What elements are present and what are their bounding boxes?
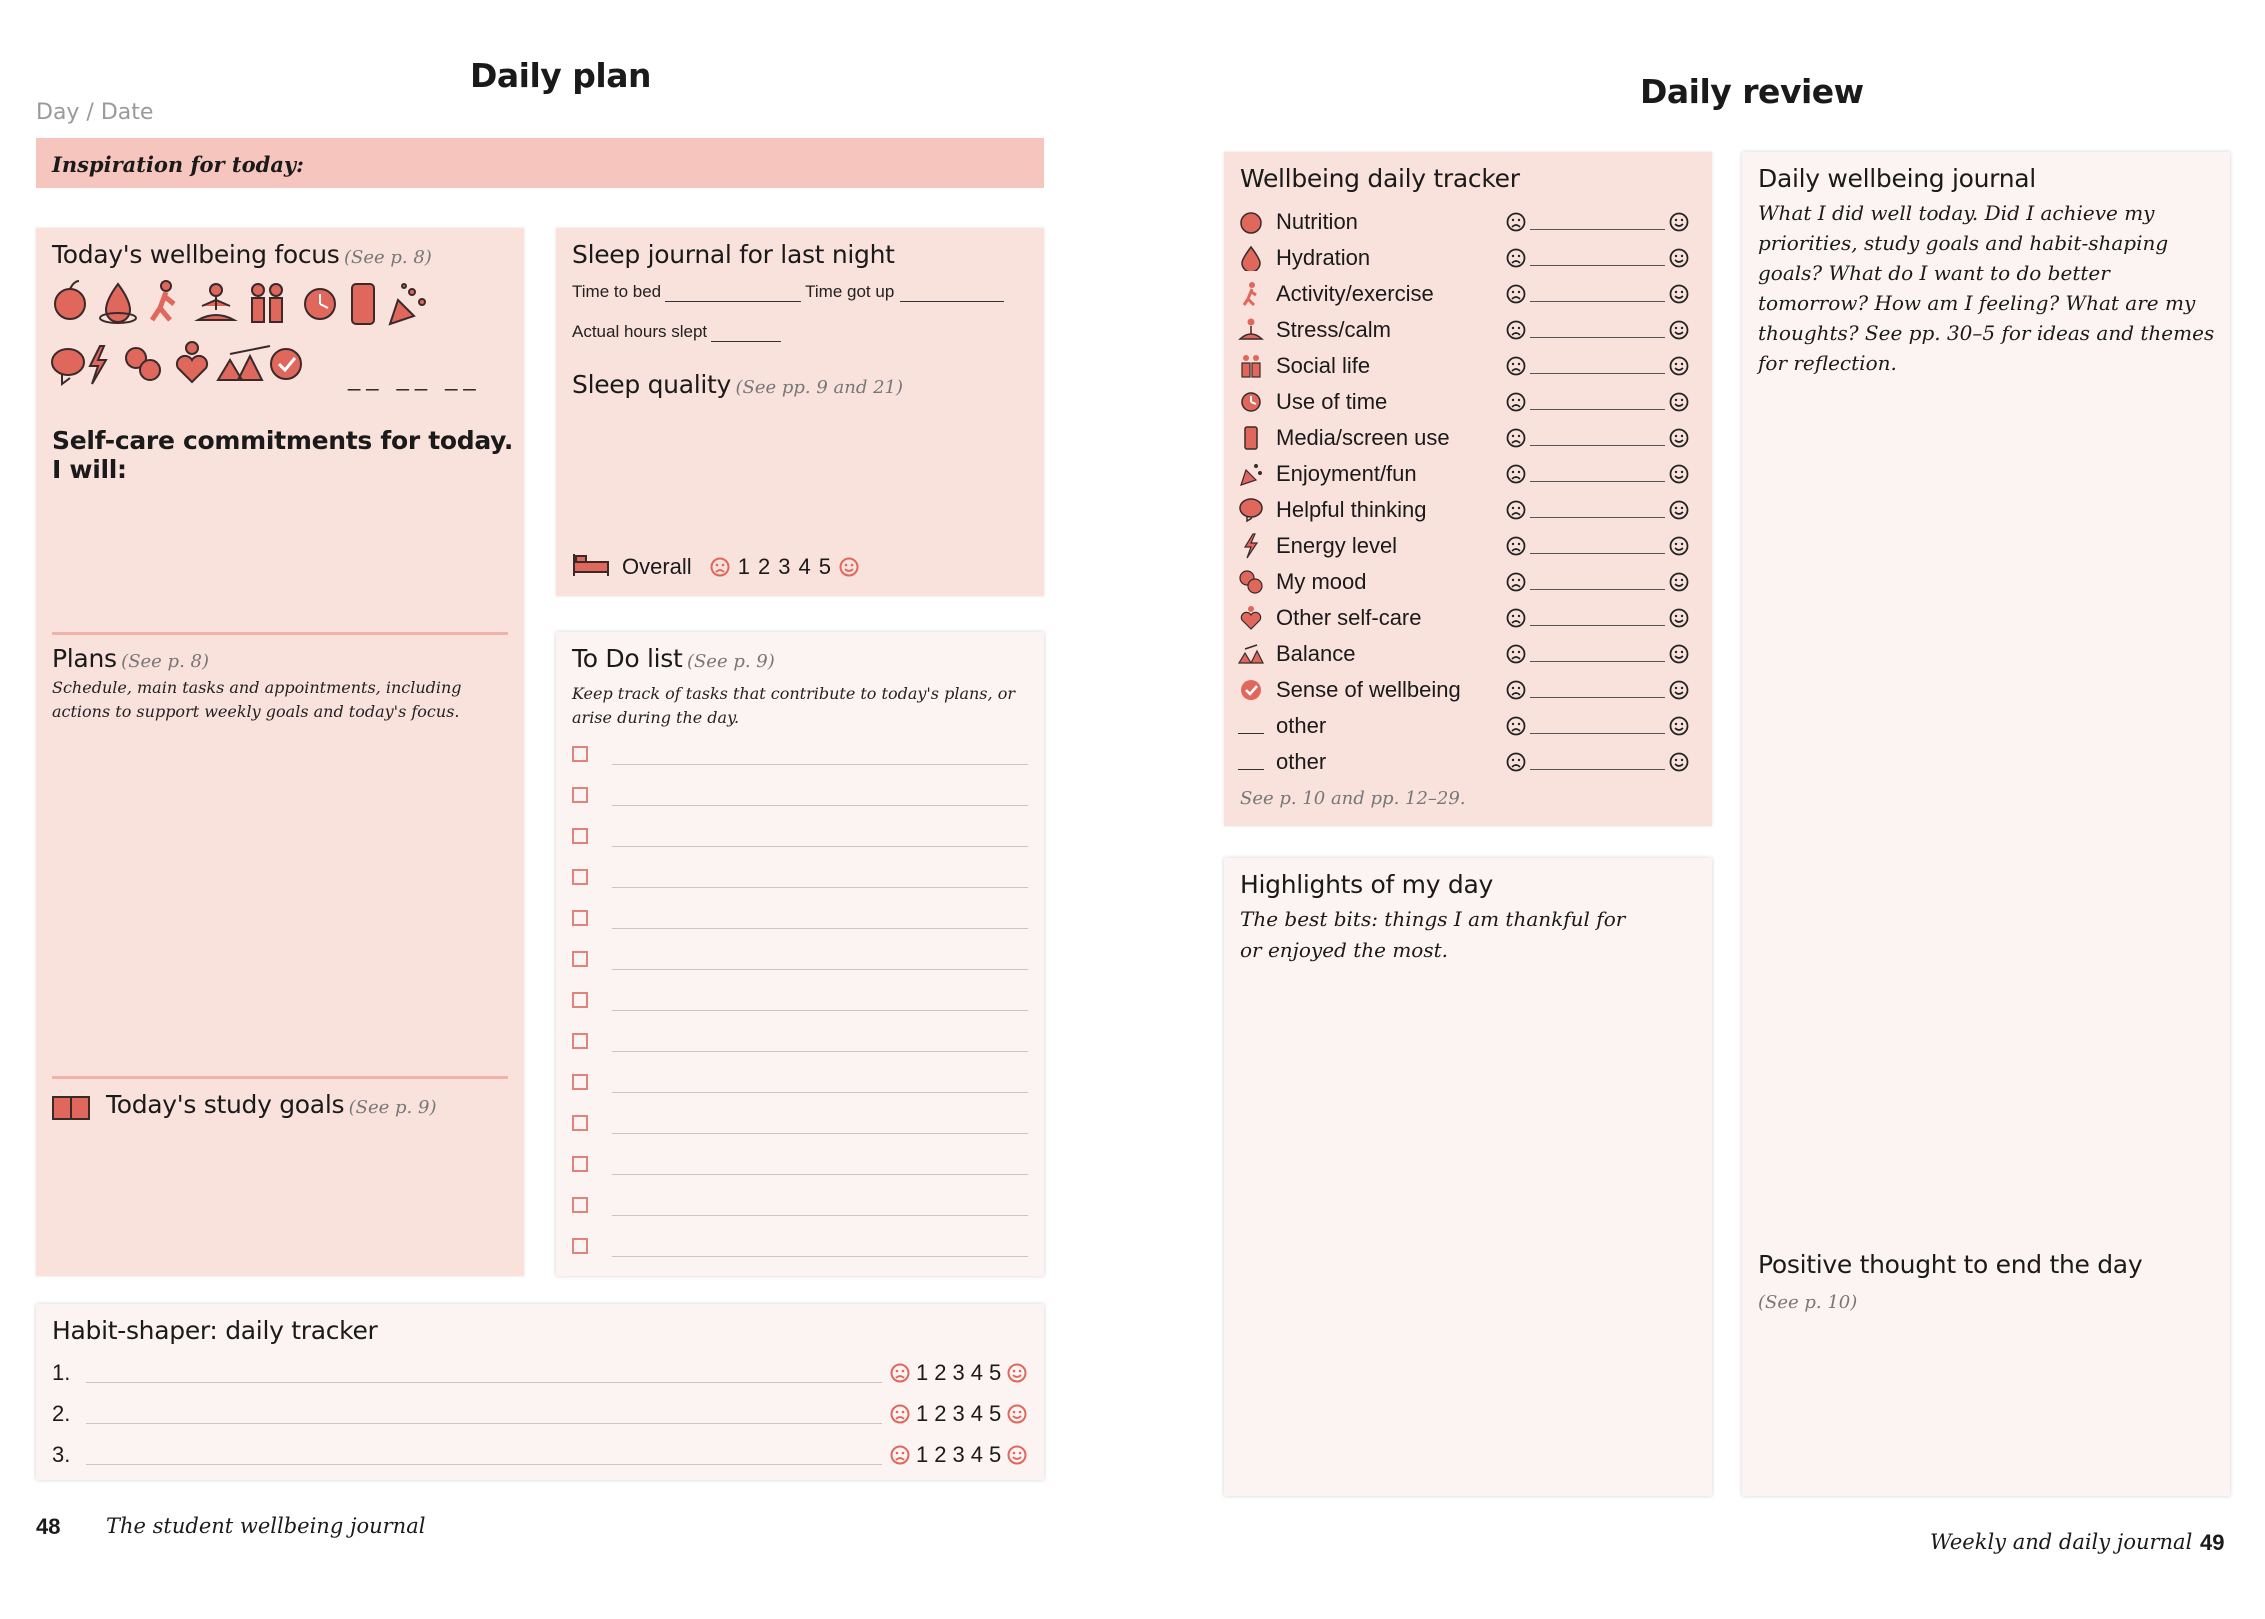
mood-faces-icon [126, 348, 160, 380]
habit-line[interactable] [86, 1464, 882, 1465]
tracker-label: other [1276, 713, 1327, 738]
todo-line[interactable] [612, 1051, 1028, 1052]
tracker-row [1238, 348, 1718, 384]
todo-line[interactable] [612, 1215, 1028, 1216]
todo-checkbox[interactable] [572, 746, 588, 762]
happy-face-icon [1669, 284, 1689, 304]
wellbeing-tracker-box [1224, 152, 1712, 826]
sleep-overall-scale[interactable] [622, 554, 859, 580]
positive-see: (See p. 10) [1758, 1292, 1858, 1313]
tracker-line[interactable] [1530, 719, 1665, 734]
todo-line[interactable] [612, 764, 1028, 765]
happy-face-icon [1669, 248, 1689, 268]
highlights-box [1224, 858, 1712, 1496]
scale-5[interactable]: 5 [989, 1401, 1002, 1426]
water-drop-icon [100, 284, 136, 323]
left-page-number: 48 [36, 1514, 61, 1539]
happy-face-icon [1669, 752, 1689, 772]
brain-icon [1238, 497, 1264, 523]
tracker-list [1238, 204, 1708, 784]
todo-checkbox[interactable] [572, 787, 588, 803]
todo-checkbox[interactable] [572, 951, 588, 967]
tracker-line[interactable] [1530, 395, 1665, 410]
apple-icon [55, 281, 85, 319]
todo-line[interactable] [612, 1092, 1028, 1093]
focus-see: (See p. 8) [344, 247, 432, 268]
tracker-line[interactable] [1530, 215, 1665, 230]
scale-4[interactable]: 4 [970, 1401, 983, 1426]
happy-face-icon [1669, 320, 1689, 340]
scale-3[interactable]: 3 [778, 554, 791, 579]
sad-face-icon [890, 1445, 910, 1465]
tracker-line[interactable] [1530, 431, 1665, 446]
right-footer-text: Weekly and daily journal [1930, 1530, 2193, 1554]
happy-face-icon [1669, 500, 1689, 520]
happy-face-icon [1669, 464, 1689, 484]
day-date-label: Day / Date [36, 100, 154, 125]
plans-desc: Schedule, main tasks and appointments, including actions to support weekly goals and today's focus. [52, 678, 462, 721]
tracker-label: Other self-care [1276, 605, 1422, 630]
plans-see: (See p. 8) [121, 651, 209, 672]
sad-face-icon [1506, 320, 1526, 340]
habit-scale[interactable] [890, 1442, 1027, 1468]
todo-checkbox[interactable] [572, 1238, 588, 1254]
tracker-line[interactable] [1530, 611, 1665, 626]
scale-4[interactable]: 4 [970, 1360, 983, 1385]
happy-face-icon [1007, 1404, 1027, 1424]
tracker-label: My mood [1276, 569, 1367, 594]
inspiration-bar[interactable] [36, 138, 1044, 188]
sad-face-icon [1506, 356, 1526, 376]
todo-line[interactable] [612, 1133, 1028, 1134]
todo-line[interactable] [612, 846, 1028, 847]
other-blank[interactable] [1238, 719, 1264, 734]
tracker-row [1238, 276, 1718, 312]
sad-face-icon [890, 1404, 910, 1424]
mood-faces-icon [1238, 569, 1264, 595]
todo-line[interactable] [612, 1010, 1028, 1011]
sad-face-icon [1506, 644, 1526, 664]
plans-separator [52, 632, 508, 635]
sleep-quality-heading: Sleep quality [572, 370, 732, 399]
scale-1[interactable]: 1 [916, 1360, 929, 1385]
sad-face-icon [1506, 500, 1526, 520]
tracker-line[interactable] [1530, 755, 1665, 770]
journal-heading: Daily wellbeing journal [1758, 164, 2036, 193]
happy-face-icon [1669, 572, 1689, 592]
tracker-row [1238, 312, 1718, 348]
happy-face-icon [1669, 428, 1689, 448]
tracker-heading: Wellbeing daily tracker [1240, 164, 1520, 193]
study-see: (See p. 9) [348, 1097, 437, 1118]
scale-1[interactable]: 1 [916, 1401, 929, 1426]
book-icon [52, 1094, 90, 1122]
sad-face-icon [1506, 716, 1526, 736]
scale-2[interactable]: 2 [934, 1401, 947, 1426]
scales-icon [1238, 641, 1264, 667]
study-separator [52, 1076, 508, 1079]
positive-heading: Positive thought to end the day [1758, 1250, 2143, 1279]
sleep-journal-box [556, 228, 1044, 596]
tracker-line[interactable] [1530, 467, 1665, 482]
inspiration-label: Inspiration for today: [52, 152, 304, 177]
habit-row-number: 2. [52, 1401, 71, 1426]
study-heading: Today's study goals [106, 1090, 345, 1119]
tracker-label: Use of time [1276, 389, 1388, 414]
tracker-line[interactable] [1530, 251, 1665, 266]
tracker-label: Nutrition [1276, 209, 1358, 234]
happy-face-icon [1669, 716, 1689, 736]
tracker-line[interactable] [1530, 539, 1665, 554]
scale-2[interactable]: 2 [934, 1442, 947, 1467]
clock-icon [305, 289, 335, 319]
todo-checkbox[interactable] [572, 869, 588, 885]
todo-checkbox[interactable] [572, 1033, 588, 1049]
sad-face-icon [710, 557, 730, 577]
scale-4[interactable]: 4 [970, 1442, 983, 1467]
todo-checkbox[interactable] [572, 992, 588, 1008]
tracker-line[interactable] [1530, 323, 1665, 338]
sad-face-icon [890, 1363, 910, 1383]
tracker-label: Hydration [1276, 245, 1371, 270]
focus-heading: Today's wellbeing focus [52, 240, 340, 269]
journal-desc: What I did well today. Did I achieve my priorities, study goals and habit-shaping goals? What do I want to do better tomorrow? How am I feeling? What are my thoughts? See pp. 30–5 for ideas and themes for reflection. [1758, 201, 2215, 375]
todo-line[interactable] [612, 887, 1028, 888]
todo-see: (See p. 9) [686, 651, 775, 672]
habit-scale[interactable] [890, 1360, 1027, 1386]
happy-face-icon [1669, 644, 1689, 664]
other-blank[interactable] [1238, 755, 1264, 770]
tracker-label: Helpful thinking [1276, 497, 1427, 522]
tracker-label: other [1276, 749, 1327, 774]
tracker-see: See p. 10 and pp. 12–29. [1240, 788, 1466, 809]
todo-line[interactable] [612, 1174, 1028, 1175]
tracker-label: Sense of wellbeing [1276, 677, 1461, 702]
runner-icon [152, 281, 174, 320]
happy-face-icon [1669, 608, 1689, 628]
tracker-label: Balance [1276, 641, 1356, 666]
tracker-line[interactable] [1530, 287, 1665, 302]
check-circle-icon [1238, 677, 1264, 703]
highlights-desc: The best bits: things I am thankful for or enjoyed the most. [1240, 907, 1626, 962]
tracker-line[interactable] [1530, 503, 1665, 518]
todo-line[interactable] [612, 1256, 1028, 1257]
selfcare-heading: Self-care commitments for today. I will: [52, 426, 514, 484]
tracker-row [1238, 204, 1718, 240]
tracker-row [1238, 420, 1718, 456]
runner-icon [1238, 281, 1264, 307]
scale-2[interactable]: 2 [757, 554, 771, 579]
scale-2[interactable]: 2 [934, 1360, 947, 1385]
sad-face-icon [1506, 536, 1526, 556]
scale-3[interactable]: 3 [952, 1401, 965, 1426]
tracker-row [1238, 744, 1718, 780]
lightning-icon [90, 346, 106, 384]
tracker-label: Stress/calm [1276, 317, 1391, 342]
scale-3[interactable]: 3 [952, 1442, 965, 1467]
brain-icon [52, 349, 84, 384]
sleep-quality-see: (See pp. 9 and 21) [735, 377, 904, 398]
right-page-number: 49 [2200, 1530, 2225, 1555]
journal-box [1742, 152, 2230, 1496]
scale-5[interactable]: 5 [818, 554, 831, 579]
todo-line[interactable] [612, 805, 1028, 806]
heart-person-icon [177, 342, 207, 382]
happy-face-icon [839, 557, 859, 577]
tracker-label: Social life [1276, 353, 1371, 378]
sad-face-icon [1506, 680, 1526, 700]
happy-face-icon [1669, 392, 1689, 412]
todo-line[interactable] [612, 969, 1028, 970]
tracker-row [1238, 708, 1718, 744]
todo-line[interactable] [612, 928, 1028, 929]
scale-1[interactable]: 1 [737, 554, 750, 579]
tracker-label: Energy level [1276, 533, 1398, 558]
tracker-row [1238, 384, 1718, 420]
tracker-line[interactable] [1530, 359, 1665, 374]
happy-face-icon [1669, 212, 1689, 232]
habit-line[interactable] [86, 1382, 882, 1383]
scale-5[interactable]: 5 [989, 1360, 1002, 1385]
page-title-daily-review: Daily review [1640, 72, 1864, 111]
happy-face-icon [1007, 1445, 1027, 1465]
left-footer-text: The student wellbeing journal [106, 1514, 426, 1538]
todo-checkbox[interactable] [572, 1156, 588, 1172]
meditation-icon [198, 284, 234, 320]
scale-5[interactable]: 5 [989, 1442, 1002, 1467]
tracker-row [1238, 564, 1718, 600]
sad-face-icon [1506, 428, 1526, 448]
phone-icon [352, 284, 374, 324]
bed-time-label: Time to bed [572, 282, 662, 301]
highlights-heading: Highlights of my day [1240, 870, 1493, 899]
todo-checkbox[interactable] [572, 910, 588, 926]
people-icon [1238, 353, 1264, 379]
todo-checkbox[interactable] [572, 828, 588, 844]
focus-blanks[interactable]: __ __ __ [348, 366, 482, 391]
tracker-row [1238, 456, 1718, 492]
bed-icon [572, 550, 610, 578]
clock-icon [1238, 389, 1264, 415]
party-popper-icon [1238, 461, 1264, 487]
page-title-daily-plan: Daily plan [470, 56, 651, 95]
tracker-label: Media/screen use [1276, 425, 1450, 450]
sad-face-icon [1506, 572, 1526, 592]
tracker-line[interactable] [1530, 575, 1665, 590]
habit-tracker-box [36, 1304, 1044, 1480]
happy-face-icon [1007, 1363, 1027, 1383]
happy-face-icon [1669, 536, 1689, 556]
sad-face-icon [1506, 248, 1526, 268]
tracker-row [1238, 600, 1718, 636]
meditation-icon [1238, 317, 1264, 343]
check-circle-icon [271, 349, 301, 379]
hours-slept-field[interactable] [711, 341, 781, 342]
tracker-label: Activity/exercise [1276, 281, 1434, 306]
sad-face-icon [1506, 284, 1526, 304]
habit-heading: Habit-shaper: daily tracker [52, 1316, 378, 1345]
todo-box [556, 632, 1044, 1276]
tracker-row [1238, 672, 1718, 708]
todo-checkbox[interactable] [572, 1197, 588, 1213]
todo-desc: Keep track of tasks that contribute to today's plans, or arise during the day. [572, 684, 1015, 727]
phone-icon [1238, 425, 1264, 451]
tracker-line[interactable] [1530, 683, 1665, 698]
happy-face-icon [1669, 680, 1689, 700]
people-icon [252, 284, 282, 322]
tracker-row [1238, 636, 1718, 672]
scale-1[interactable]: 1 [916, 1442, 929, 1467]
tracker-label: Enjoyment/fun [1276, 461, 1417, 486]
sleep-heading: Sleep journal for last night [572, 240, 895, 269]
habit-scale[interactable] [890, 1401, 1027, 1427]
water-drop-icon [1238, 245, 1264, 271]
sad-face-icon [1506, 212, 1526, 232]
up-time-field[interactable] [900, 301, 1004, 302]
plans-heading: Plans [52, 644, 117, 673]
habit-line[interactable] [86, 1423, 882, 1424]
sad-face-icon [1506, 752, 1526, 772]
habit-row-number: 1. [52, 1360, 71, 1385]
todo-checkbox[interactable] [572, 1074, 588, 1090]
tracker-row [1238, 240, 1718, 276]
scale-3[interactable]: 3 [952, 1360, 965, 1385]
scales-icon [218, 346, 270, 380]
todo-checkbox[interactable] [572, 1115, 588, 1131]
todo-heading: To Do list [572, 644, 683, 673]
tracker-row [1238, 528, 1718, 564]
happy-face-icon [1669, 356, 1689, 376]
lightning-icon [1238, 533, 1264, 559]
tracker-line[interactable] [1530, 647, 1665, 662]
habit-row-number: 3. [52, 1442, 71, 1467]
heart-person-icon [1238, 605, 1264, 631]
focus-plans-box [36, 228, 524, 1276]
apple-icon [1238, 209, 1264, 235]
sad-face-icon [1506, 464, 1526, 484]
scale-4[interactable]: 4 [798, 554, 811, 579]
hours-slept-label: Actual hours slept [572, 322, 708, 341]
sad-face-icon [1506, 608, 1526, 628]
overall-label: Overall [622, 554, 692, 579]
tracker-row [1238, 492, 1718, 528]
party-popper-icon [390, 284, 425, 324]
up-time-label: Time got up [805, 282, 895, 301]
bed-time-field[interactable] [665, 301, 801, 302]
sad-face-icon [1506, 392, 1526, 412]
